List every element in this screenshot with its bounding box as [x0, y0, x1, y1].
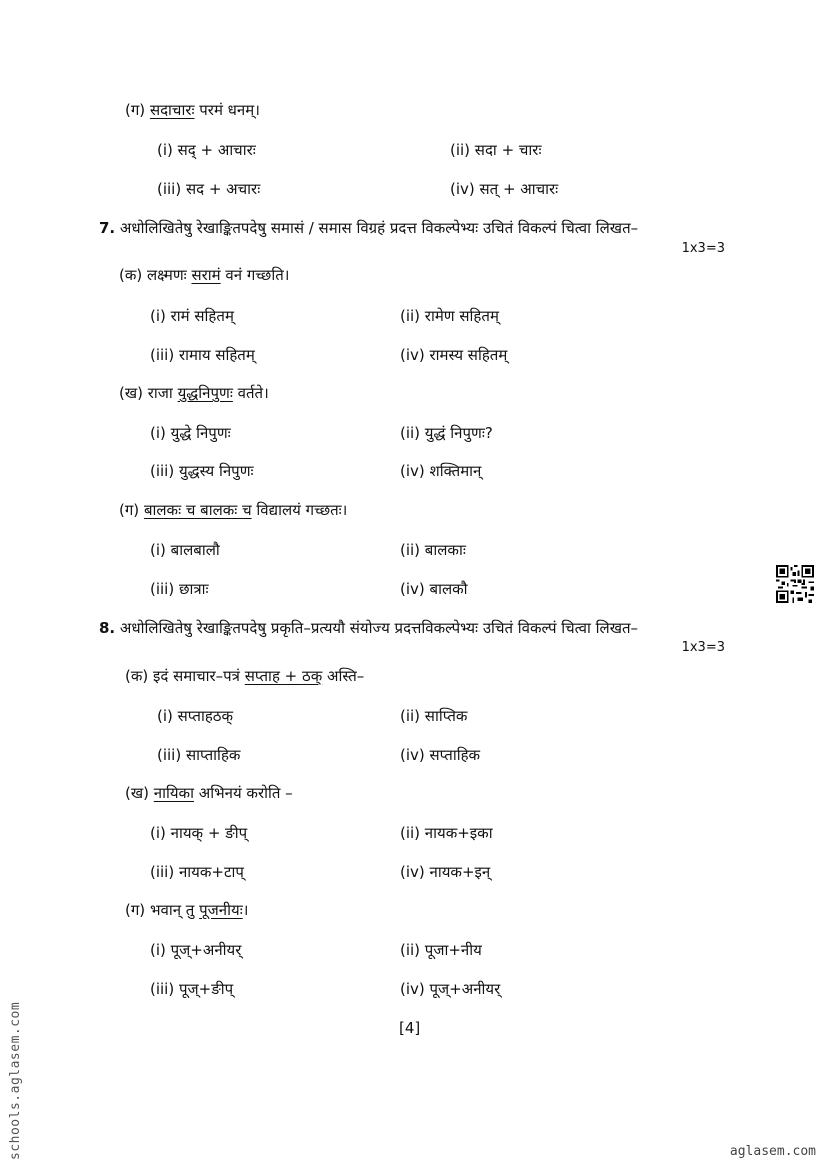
q7-ga-option-3: (iii) छात्राः — [150, 580, 209, 598]
q7-kha-option-4: (iv) शक्तिमान् — [400, 462, 482, 480]
q7-kha-after: वर्तते। — [237, 384, 269, 402]
q8-ga-question — [125, 900, 248, 920]
q8-marks: 1x3=3 — [681, 640, 725, 655]
q8-ka-option-4: (iv) सप्ताहिक — [400, 746, 481, 764]
q6-ga-option-4: (iv) सत् + आचारः — [450, 180, 559, 198]
q7-ka-option-4: (iv) रामस्य सहितम् — [400, 346, 508, 364]
q8-kha-underlined: नायिका — [153, 784, 194, 802]
q8-ga-option-1: (i) पूज्+अनीयर् — [150, 941, 242, 959]
q7-number: 7. — [99, 219, 116, 237]
q8-kha-after: अभिनयं करोति – — [198, 784, 293, 802]
q7-ka-option-2: (ii) रामेण सहितम् — [400, 307, 499, 325]
q6-ga-option-3: (iii) सद + अचारः — [157, 180, 261, 198]
q6-ga-option-2: (ii) सदा + चारः — [450, 141, 542, 159]
q6-ga-option-1: (i) सद् + आचारः — [157, 141, 256, 159]
q7-kha-option-3: (iii) युद्धस्य निपुणः — [150, 462, 254, 480]
q8-kha-option-1: (i) नायक् + ङीप् — [150, 824, 248, 842]
q7-kha-underlined: युद्धनिपुणः — [177, 384, 233, 402]
q7-text: अधोलिखितेषु रेखाङ्कितपदेषु समासं / समास विग्रहं प्रदत्त विकल्पेभ्यः उचितं विकल्पं चित्वा लिखत– — [119, 219, 639, 237]
q7-ga-option-1: (i) बालबालौ — [150, 541, 220, 559]
q7-ka-option-1: (i) रामं सहितम् — [150, 307, 234, 325]
q8-ga-option-2: (ii) पूजा+नीय — [400, 941, 482, 959]
q8-kha-question — [125, 783, 293, 803]
q7-marks: 1x3=3 — [681, 241, 725, 256]
q7-ka-label: (क) — [119, 266, 143, 284]
qr-code-icon — [776, 565, 814, 603]
q7-ka-option-3: (iii) रामाय सहितम् — [150, 346, 255, 364]
q8-kha-option-3: (iii) नायक+टाप् — [150, 863, 244, 881]
q7-ka-before: लक्ष्मणः — [147, 266, 187, 284]
q7-ga-underlined: बालकः च बालकः च — [143, 501, 252, 519]
q6-ga-underlined: सदाचारः — [149, 101, 195, 119]
q8-number: 8. — [99, 619, 116, 637]
q8-ka-option-3: (iii) साप्ताहिक — [157, 746, 241, 764]
q8-kha-label: (ख) — [125, 784, 149, 802]
q8-kha-option-4: (iv) नायक+इन् — [400, 863, 491, 881]
watermark-bottom: aglasem.com — [729, 1144, 816, 1159]
page-number: [4] — [399, 1019, 421, 1037]
q8-ka-label: (क) — [125, 667, 149, 685]
q8-ka-after: अस्ति– — [327, 667, 365, 685]
q8-ga-before: भवान् तु — [149, 901, 195, 919]
q7-kha-option-1: (i) युद्धे निपुणः — [150, 424, 231, 442]
q8-ka-question — [125, 666, 364, 686]
q7-ga-label: (ग) — [119, 501, 140, 519]
q7-ga-option-4: (iv) बालकौ — [400, 580, 468, 598]
q7-ka-question — [119, 265, 289, 285]
q8-ga-option-3: (iii) पूज्+ङीप् — [150, 980, 234, 998]
q8-question — [99, 618, 638, 638]
q7-ga-option-2: (ii) बालकाः — [400, 541, 466, 559]
q7-kha-before: राजा — [147, 384, 173, 402]
q8-kha-option-2: (ii) नायक+इका — [400, 824, 493, 842]
q7-kha-question — [119, 383, 269, 403]
q7-ga-after: विद्यालयं गच्छतः। — [256, 501, 348, 519]
q8-ka-underlined: सप्ताह + ठक् — [244, 667, 323, 685]
q6-ga-label: (ग) — [125, 101, 146, 119]
q8-ga-label: (ग) — [125, 901, 146, 919]
q8-ka-option-1: (i) सप्ताहठक् — [157, 707, 234, 725]
q8-ga-option-4: (iv) पूज्+अनीयर् — [400, 980, 501, 998]
q8-ga-underlined: पूजनीयः — [199, 901, 243, 919]
q7-kha-label: (ख) — [119, 384, 143, 402]
q8-ka-option-2: (ii) साप्तिक — [400, 707, 468, 725]
q6-ga-rest: परमं धनम्। — [194, 101, 260, 119]
q8-text: अधोलिखितेषु रेखाङ्कितपदेषु प्रकृति–प्रत्ययौ संयोज्य प्रदत्तविकल्पेभ्यः उचितं विकल्पं चित्वा लिखत– — [119, 619, 639, 637]
q7-kha-option-2: (ii) युद्धं निपुणः? — [400, 424, 493, 442]
q7-ga-question — [119, 500, 347, 520]
q7-ka-after: वनं गच्छति। — [225, 266, 290, 284]
q8-ka-before: इदं समाचार–पत्रं — [153, 667, 240, 685]
watermark-vertical: schools.aglasem.com — [8, 1001, 23, 1160]
q7-ka-underlined: सरामं — [191, 266, 221, 284]
q8-ga-after: । — [242, 901, 249, 919]
q6-ga-question — [125, 100, 260, 120]
q7-question — [99, 218, 638, 238]
